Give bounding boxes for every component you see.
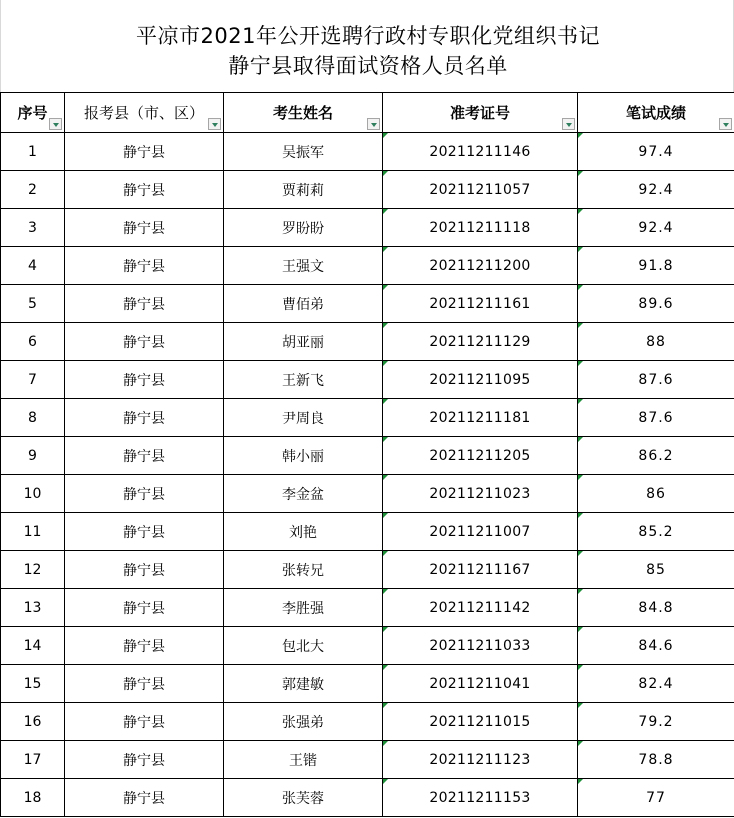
cell-exam-id[interactable] [383, 285, 578, 323]
cell-no-text: 11 [23, 523, 42, 540]
cell-score[interactable] [578, 285, 734, 323]
text-format-indicator-icon [383, 665, 388, 670]
cell-no[interactable] [1, 133, 65, 171]
cell-no-text: 6 [28, 333, 37, 350]
cell-county-text: 静宁县 [123, 182, 165, 199]
cell-name[interactable] [224, 399, 383, 437]
cell-county[interactable] [65, 665, 224, 703]
cell-no[interactable] [1, 665, 65, 703]
cell-name-text: 李胜强 [282, 600, 324, 617]
cell-name-text: 王强文 [282, 258, 324, 275]
cell-name-text: 曹佰弟 [282, 296, 324, 313]
cell-no[interactable] [1, 361, 65, 399]
text-format-indicator-icon [383, 361, 388, 366]
header-cell-id[interactable] [383, 93, 578, 133]
cell-name[interactable] [224, 703, 383, 741]
cell-county-text: 静宁县 [123, 600, 165, 617]
cell-no[interactable] [1, 209, 65, 247]
text-format-indicator-icon [578, 361, 583, 366]
cell-no[interactable] [1, 551, 65, 589]
cell-score-text: 85.2 [638, 523, 674, 540]
cell-exam-id[interactable] [383, 779, 578, 817]
text-format-indicator-icon [383, 323, 388, 328]
cell-exam-id-text: 20211211146 [429, 143, 531, 160]
text-format-indicator-icon [383, 285, 388, 290]
cell-county[interactable] [65, 437, 224, 475]
cell-county-text: 静宁县 [123, 524, 165, 541]
text-format-indicator-icon [383, 209, 388, 214]
table-row [1, 171, 734, 209]
cell-exam-id[interactable] [383, 627, 578, 665]
table-row [1, 703, 734, 741]
cell-exam-id-text: 20211211041 [429, 675, 531, 692]
cell-score[interactable] [578, 741, 734, 779]
filter-dropdown-icon[interactable] [719, 118, 732, 130]
cell-name-text: 胡亚丽 [282, 334, 324, 351]
cell-no-text: 17 [23, 751, 42, 768]
text-format-indicator-icon [578, 399, 583, 404]
cell-name-text: 包北大 [282, 638, 324, 655]
cell-county-text: 静宁县 [123, 486, 165, 503]
cell-exam-id-text: 20211211167 [429, 561, 531, 578]
cell-name[interactable] [224, 171, 383, 209]
cell-name-text: 贾莉莉 [282, 182, 324, 199]
cell-county[interactable] [65, 133, 224, 171]
text-format-indicator-icon [578, 437, 583, 442]
cell-score-text: 77 [646, 789, 666, 806]
cell-score-text: 91.8 [638, 257, 674, 274]
cell-name[interactable] [224, 475, 383, 513]
cell-name[interactable] [224, 589, 383, 627]
cell-score-text: 97.4 [638, 143, 674, 160]
cell-score[interactable] [578, 475, 734, 513]
header-cell-name[interactable] [224, 93, 383, 133]
cell-county-text: 静宁县 [123, 714, 165, 731]
cell-score-text: 87.6 [638, 409, 674, 426]
text-format-indicator-icon [578, 551, 583, 556]
header-cell-score[interactable] [578, 93, 734, 133]
cell-name-text: 王新飞 [282, 372, 324, 389]
cell-name[interactable] [224, 323, 383, 361]
text-format-indicator-icon [383, 475, 388, 480]
cell-exam-id-text: 20211211205 [429, 447, 531, 464]
text-format-indicator-icon [383, 247, 388, 252]
candidate-table [0, 92, 734, 817]
cell-county[interactable] [65, 361, 224, 399]
header-label: 准考证号 [449, 104, 510, 122]
cell-no-text: 3 [28, 219, 37, 236]
text-format-indicator-icon [578, 627, 583, 632]
text-format-indicator-icon [578, 741, 583, 746]
cell-county[interactable] [65, 323, 224, 361]
text-format-indicator-icon [578, 779, 583, 784]
cell-score-text: 85 [646, 561, 666, 578]
cell-county-text: 静宁县 [123, 220, 165, 237]
cell-no-text: 14 [23, 637, 42, 654]
cell-county[interactable] [65, 171, 224, 209]
cell-score[interactable] [578, 247, 734, 285]
table-row [1, 361, 734, 399]
cell-score[interactable] [578, 399, 734, 437]
cell-exam-id[interactable] [383, 475, 578, 513]
cell-exam-id-text: 20211211129 [429, 333, 531, 350]
cell-exam-id[interactable] [383, 665, 578, 703]
cell-no[interactable] [1, 703, 65, 741]
cell-name-text: 李金盆 [282, 486, 324, 503]
cell-score[interactable] [578, 665, 734, 703]
text-format-indicator-icon [578, 703, 583, 708]
table-row [1, 399, 734, 437]
text-format-indicator-icon [383, 779, 388, 784]
cell-no-text: 8 [28, 409, 37, 426]
text-format-indicator-icon [383, 133, 388, 138]
cell-exam-id-text: 20211211023 [429, 485, 531, 502]
cell-exam-id[interactable] [383, 171, 578, 209]
header-cell-county[interactable] [65, 93, 224, 133]
text-format-indicator-icon [578, 513, 583, 518]
cell-no-text: 16 [23, 713, 42, 730]
cell-score-text: 82.4 [638, 675, 674, 692]
text-format-indicator-icon [578, 247, 583, 252]
cell-no[interactable] [1, 399, 65, 437]
filter-dropdown-icon[interactable] [208, 118, 221, 130]
text-format-indicator-icon [383, 741, 388, 746]
cell-score-text: 86 [646, 485, 666, 502]
header-label: 考生姓名 [272, 104, 333, 122]
cell-name[interactable] [224, 133, 383, 171]
header-label: 笔试成绩 [625, 104, 686, 122]
cell-score[interactable] [578, 133, 734, 171]
cell-no-text: 5 [28, 295, 37, 312]
text-format-indicator-icon [383, 399, 388, 404]
text-format-indicator-icon [383, 589, 388, 594]
cell-no-text: 18 [23, 789, 42, 806]
cell-name-text: 尹周良 [282, 410, 324, 427]
cell-county-text: 静宁县 [123, 676, 165, 693]
cell-exam-id[interactable] [383, 703, 578, 741]
cell-no[interactable] [1, 247, 65, 285]
document-title: 平凉市2021年公开选聘行政村专职化党组织书记 [136, 24, 600, 48]
cell-county-text: 静宁县 [123, 258, 165, 275]
cell-no-text: 10 [23, 485, 42, 502]
cell-county-text: 静宁县 [123, 562, 165, 579]
cell-no[interactable] [1, 285, 65, 323]
table-row [1, 285, 734, 323]
cell-name[interactable] [224, 437, 383, 475]
cell-exam-id[interactable] [383, 133, 578, 171]
cell-score-text: 78.8 [638, 751, 674, 768]
text-format-indicator-icon [383, 551, 388, 556]
text-format-indicator-icon [383, 437, 388, 442]
table-row [1, 513, 734, 551]
cell-score-text: 92.4 [638, 219, 674, 236]
cell-score[interactable] [578, 627, 734, 665]
cell-name[interactable] [224, 513, 383, 551]
cell-county[interactable] [65, 703, 224, 741]
cell-county-text: 静宁县 [123, 372, 165, 389]
table-row [1, 209, 734, 247]
table-row [1, 475, 734, 513]
cell-county[interactable] [65, 285, 224, 323]
cell-county-text: 静宁县 [123, 448, 165, 465]
cell-exam-id-text: 20211211118 [429, 219, 531, 236]
cell-no-text: 1 [28, 143, 37, 160]
text-format-indicator-icon [383, 513, 388, 518]
cell-exam-id[interactable] [383, 589, 578, 627]
cell-score-text: 84.6 [638, 637, 674, 654]
cell-no[interactable] [1, 475, 65, 513]
cell-score[interactable] [578, 323, 734, 361]
text-format-indicator-icon [578, 475, 583, 480]
cell-score[interactable] [578, 171, 734, 209]
cell-county[interactable] [65, 551, 224, 589]
cell-exam-id-text: 20211211033 [429, 637, 531, 654]
text-format-indicator-icon [383, 627, 388, 632]
table-row [1, 133, 734, 171]
table-row [1, 627, 734, 665]
cell-county[interactable] [65, 513, 224, 551]
cell-county-text: 静宁县 [123, 144, 165, 161]
cell-exam-id[interactable] [383, 399, 578, 437]
cell-score[interactable] [578, 703, 734, 741]
cell-no[interactable] [1, 627, 65, 665]
filter-dropdown-icon[interactable] [562, 118, 575, 130]
cell-score[interactable] [578, 361, 734, 399]
cell-county[interactable] [65, 589, 224, 627]
cell-name-text: 王锴 [289, 752, 317, 769]
cell-exam-id-text: 20211211015 [429, 713, 531, 730]
cell-county[interactable] [65, 209, 224, 247]
cell-name[interactable] [224, 247, 383, 285]
cell-county-text: 静宁县 [123, 296, 165, 313]
cell-no[interactable] [1, 171, 65, 209]
cell-name[interactable] [224, 741, 383, 779]
document-subtitle: 静宁县取得面试资格人员名单 [228, 54, 508, 78]
cell-county[interactable] [65, 399, 224, 437]
cell-no[interactable] [1, 513, 65, 551]
cell-name-text: 张芙蓉 [282, 790, 324, 807]
cell-no-text: 15 [23, 675, 42, 692]
cell-score[interactable] [578, 209, 734, 247]
text-format-indicator-icon [383, 703, 388, 708]
cell-score[interactable] [578, 437, 734, 475]
cell-exam-id[interactable] [383, 247, 578, 285]
table-row [1, 665, 734, 703]
cell-exam-id-text: 20211211057 [429, 181, 531, 198]
text-format-indicator-icon [578, 171, 583, 176]
header-label: 报考县（市、区） [83, 104, 204, 122]
text-format-indicator-icon [578, 133, 583, 138]
cell-no-text: 13 [23, 599, 42, 616]
cell-no[interactable] [1, 779, 65, 817]
header-label: 序号 [17, 104, 48, 122]
text-format-indicator-icon [578, 285, 583, 290]
cell-no-text: 12 [23, 561, 42, 578]
cell-name[interactable] [224, 209, 383, 247]
cell-exam-id[interactable] [383, 741, 578, 779]
cell-no[interactable] [1, 323, 65, 361]
header-row [1, 93, 734, 133]
cell-name-text: 韩小丽 [282, 448, 324, 465]
cell-no[interactable] [1, 589, 65, 627]
cell-name[interactable] [224, 627, 383, 665]
cell-name-text: 刘艳 [289, 524, 317, 541]
cell-score[interactable] [578, 513, 734, 551]
cell-exam-id-text: 20211211161 [429, 295, 531, 312]
cell-county[interactable] [65, 475, 224, 513]
text-format-indicator-icon [383, 171, 388, 176]
table-row [1, 779, 734, 817]
table-body [1, 133, 734, 817]
cell-name-text: 张转兄 [282, 562, 324, 579]
text-format-indicator-icon [578, 209, 583, 214]
cell-exam-id-text: 20211211095 [429, 371, 531, 388]
text-format-indicator-icon [578, 589, 583, 594]
cell-no-text: 4 [28, 257, 37, 274]
cell-exam-id-text: 20211211200 [429, 257, 531, 274]
cell-name-text: 郭建敏 [282, 676, 324, 693]
cell-county-text: 静宁县 [123, 410, 165, 427]
table-row [1, 741, 734, 779]
cell-county[interactable] [65, 627, 224, 665]
cell-county-text: 静宁县 [123, 334, 165, 351]
text-format-indicator-icon [578, 323, 583, 328]
cell-score-text: 89.6 [638, 295, 674, 312]
cell-score-text: 88 [646, 333, 666, 350]
cell-county[interactable] [65, 741, 224, 779]
cell-score-text: 84.8 [638, 599, 674, 616]
table-row [1, 323, 734, 361]
cell-exam-id[interactable] [383, 437, 578, 475]
cell-exam-id-text: 20211211007 [429, 523, 531, 540]
cell-county-text: 静宁县 [123, 790, 165, 807]
header-cell-no[interactable] [1, 93, 65, 133]
cell-name[interactable] [224, 285, 383, 323]
cell-name-text: 罗盼盼 [282, 220, 324, 237]
cell-name[interactable] [224, 665, 383, 703]
cell-no[interactable] [1, 437, 65, 475]
cell-exam-id-text: 20211211142 [429, 599, 531, 616]
cell-name[interactable] [224, 361, 383, 399]
cell-county[interactable] [65, 247, 224, 285]
cell-exam-id-text: 20211211153 [429, 789, 531, 806]
cell-no-text: 7 [28, 371, 37, 388]
cell-exam-id[interactable] [383, 551, 578, 589]
cell-score-text: 86.2 [638, 447, 674, 464]
cell-exam-id[interactable] [383, 513, 578, 551]
cell-county-text: 静宁县 [123, 638, 165, 655]
filter-dropdown-icon[interactable] [49, 118, 62, 130]
text-format-indicator-icon [578, 665, 583, 670]
cell-score-text: 92.4 [638, 181, 674, 198]
table-row [1, 437, 734, 475]
table-row [1, 551, 734, 589]
table-row [1, 589, 734, 627]
cell-no-text: 2 [28, 181, 37, 198]
table-row [1, 247, 734, 285]
cell-score-text: 79.2 [638, 713, 674, 730]
cell-county[interactable] [65, 779, 224, 817]
cell-score[interactable] [578, 551, 734, 589]
title-block [0, 0, 734, 92]
cell-exam-id[interactable] [383, 209, 578, 247]
cell-name[interactable] [224, 551, 383, 589]
cell-exam-id-text: 20211211181 [429, 409, 531, 426]
cell-score[interactable] [578, 779, 734, 817]
cell-name[interactable] [224, 779, 383, 817]
cell-exam-id[interactable] [383, 361, 578, 399]
cell-exam-id[interactable] [383, 323, 578, 361]
cell-score[interactable] [578, 589, 734, 627]
cell-name-text: 张强弟 [282, 714, 324, 731]
cell-exam-id-text: 20211211123 [429, 751, 531, 768]
cell-name-text: 吴振军 [282, 144, 324, 161]
cell-no[interactable] [1, 741, 65, 779]
cell-county-text: 静宁县 [123, 752, 165, 769]
cell-score-text: 87.6 [638, 371, 674, 388]
filter-dropdown-icon[interactable] [367, 118, 380, 130]
cell-no-text: 9 [28, 447, 37, 464]
